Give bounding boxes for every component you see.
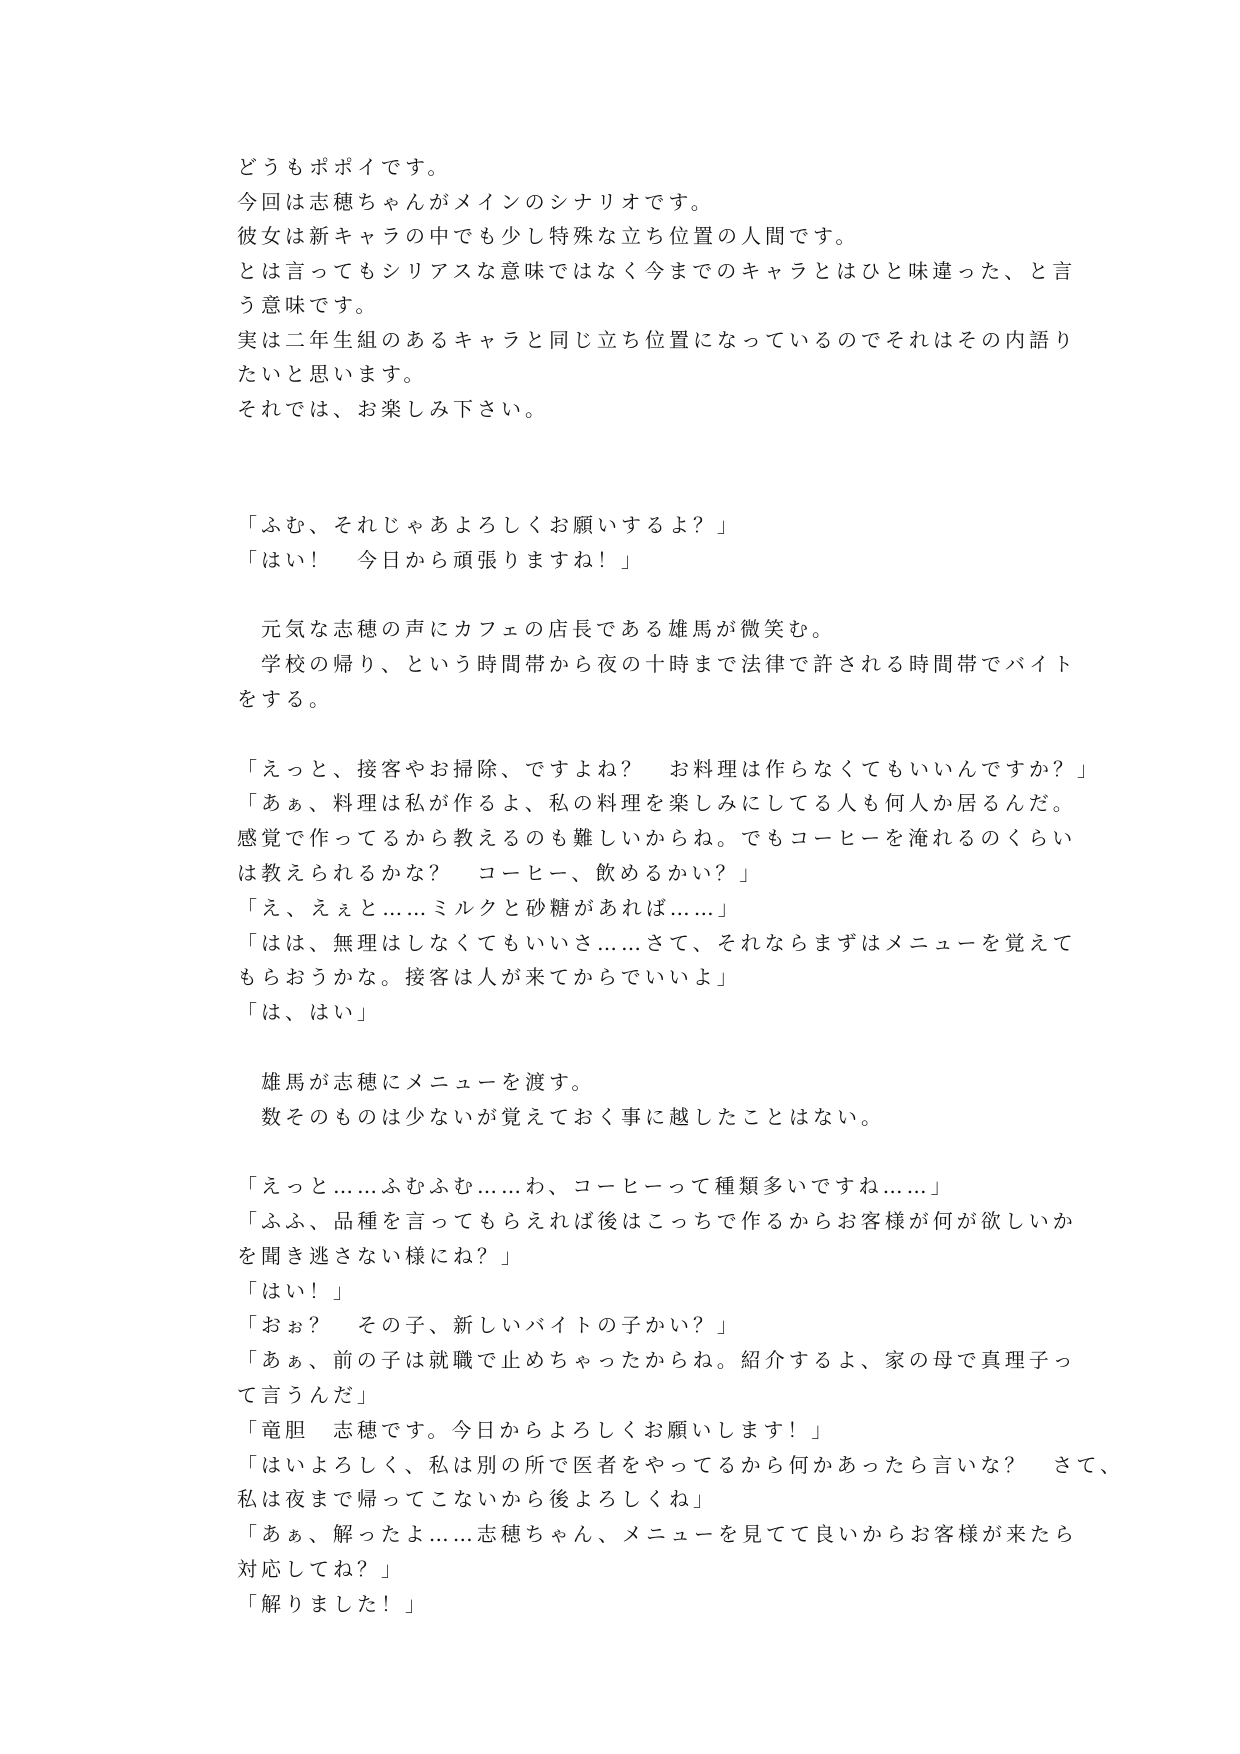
- story-line: 「はい！」: [237, 1278, 357, 1303]
- story-line: 「ふむ、それじゃあよろしくお願いするよ？」: [237, 513, 741, 537]
- preface-line: とは言ってもシリアスな意味ではなく今までのキャラとはひと味違った、と言: [237, 258, 1077, 283]
- story-line: 「はい！ 今日から頑張りますね！」: [237, 547, 645, 572]
- preface-block: [237, 150, 1077, 426]
- story-line: は教えられるかな？ コーヒー、飲めるかい？」: [237, 860, 764, 885]
- story-block: [237, 508, 1124, 1622]
- story-line: 「えっと、接客やお掃除、ですよね？ お料理は作らなくてもいいんですか？」: [237, 756, 1101, 781]
- story-line: 「はいよろしく、私は別の所で医者をやってるから何かあったら言いな？ さて、: [237, 1452, 1124, 1477]
- story-line: 「おぉ？ その子、新しいバイトの子かい？」: [237, 1313, 741, 1338]
- story-line: もらおうかな。接客は人が来てからでいいよ」: [237, 965, 741, 990]
- preface-line: それでは、お楽しみ下さい。: [237, 396, 549, 421]
- story-line: 「竜胆 志穂です。今日からよろしくお願いします！」: [237, 1417, 836, 1442]
- blank-line: [237, 1134, 1037, 1169]
- story-line: を聞き逃さない様にね？」: [237, 1243, 525, 1268]
- story-line: 感覚で作ってるから教えるのも難しいからね。でもコーヒーを淹れるのくらい: [237, 826, 1077, 851]
- story-line: 数そのものは少ないが覚えておく事に越したことはない。: [237, 1104, 885, 1129]
- story-line: 学校の帰り、という時間帯から夜の十時まで法律で許される時間帯でバイト: [237, 652, 1077, 677]
- story-line: 私は夜まで帰ってこないから後よろしくね」: [237, 1487, 717, 1512]
- story-line: 「は、はい」: [237, 1000, 381, 1025]
- story-line: をする。: [237, 686, 333, 711]
- story-line: て言うんだ」: [237, 1382, 381, 1407]
- preface-line: 実は二年生組のあるキャラと同じ立ち位置になっているのでそれはその内語り: [237, 327, 1077, 352]
- blank-line: [237, 717, 1037, 752]
- preface-line: 今回は志穂ちゃんがメインのシナリオです。: [237, 189, 715, 214]
- preface-line: う意味です。: [237, 293, 380, 317]
- story-line: 対応してね？」: [237, 1556, 405, 1581]
- story-line: 「はは、無理はしなくてもいいさ……さて、それならまずはメニューを覚えて: [237, 930, 1077, 955]
- preface-line: たいと思います。: [237, 362, 428, 386]
- story-line: 「えっと……ふむふむ……わ、コーヒーって種類多いですね……」: [237, 1174, 955, 1199]
- story-line: 「え、えぇと……ミルクと砂糖があれば……」: [237, 895, 742, 920]
- preface-line: 彼女は新キャラの中でも少し特殊な立ち位置の人間です。: [237, 224, 860, 248]
- story-line: 「あぁ、前の子は就職で止めちゃったからね。紹介するよ、家の母で真理子っ: [237, 1348, 1077, 1373]
- blank-line: [237, 1030, 1037, 1065]
- story-line: 「解りました！」: [237, 1591, 429, 1616]
- story-line: 雄馬が志穂にメニューを渡す。: [237, 1069, 596, 1094]
- story-line: 「あぁ、料理は私が作るよ、私の料理を楽しみにしてる人も何人か居るんだ。: [237, 791, 1077, 816]
- story-line: 「あぁ、解ったよ……志穂ちゃん、メニューを見てて良いからお客様が来たら: [237, 1522, 1078, 1547]
- story-line: 元気な志穂の声にカフェの店長である雄馬が微笑む。: [237, 617, 836, 642]
- story-line: 「ふふ、品種を言ってもらえれば後はこっちで作るからお客様が何が欲しいか: [237, 1208, 1077, 1233]
- preface-line: どうもポポイです。: [237, 155, 452, 179]
- blank-line: [237, 578, 1037, 613]
